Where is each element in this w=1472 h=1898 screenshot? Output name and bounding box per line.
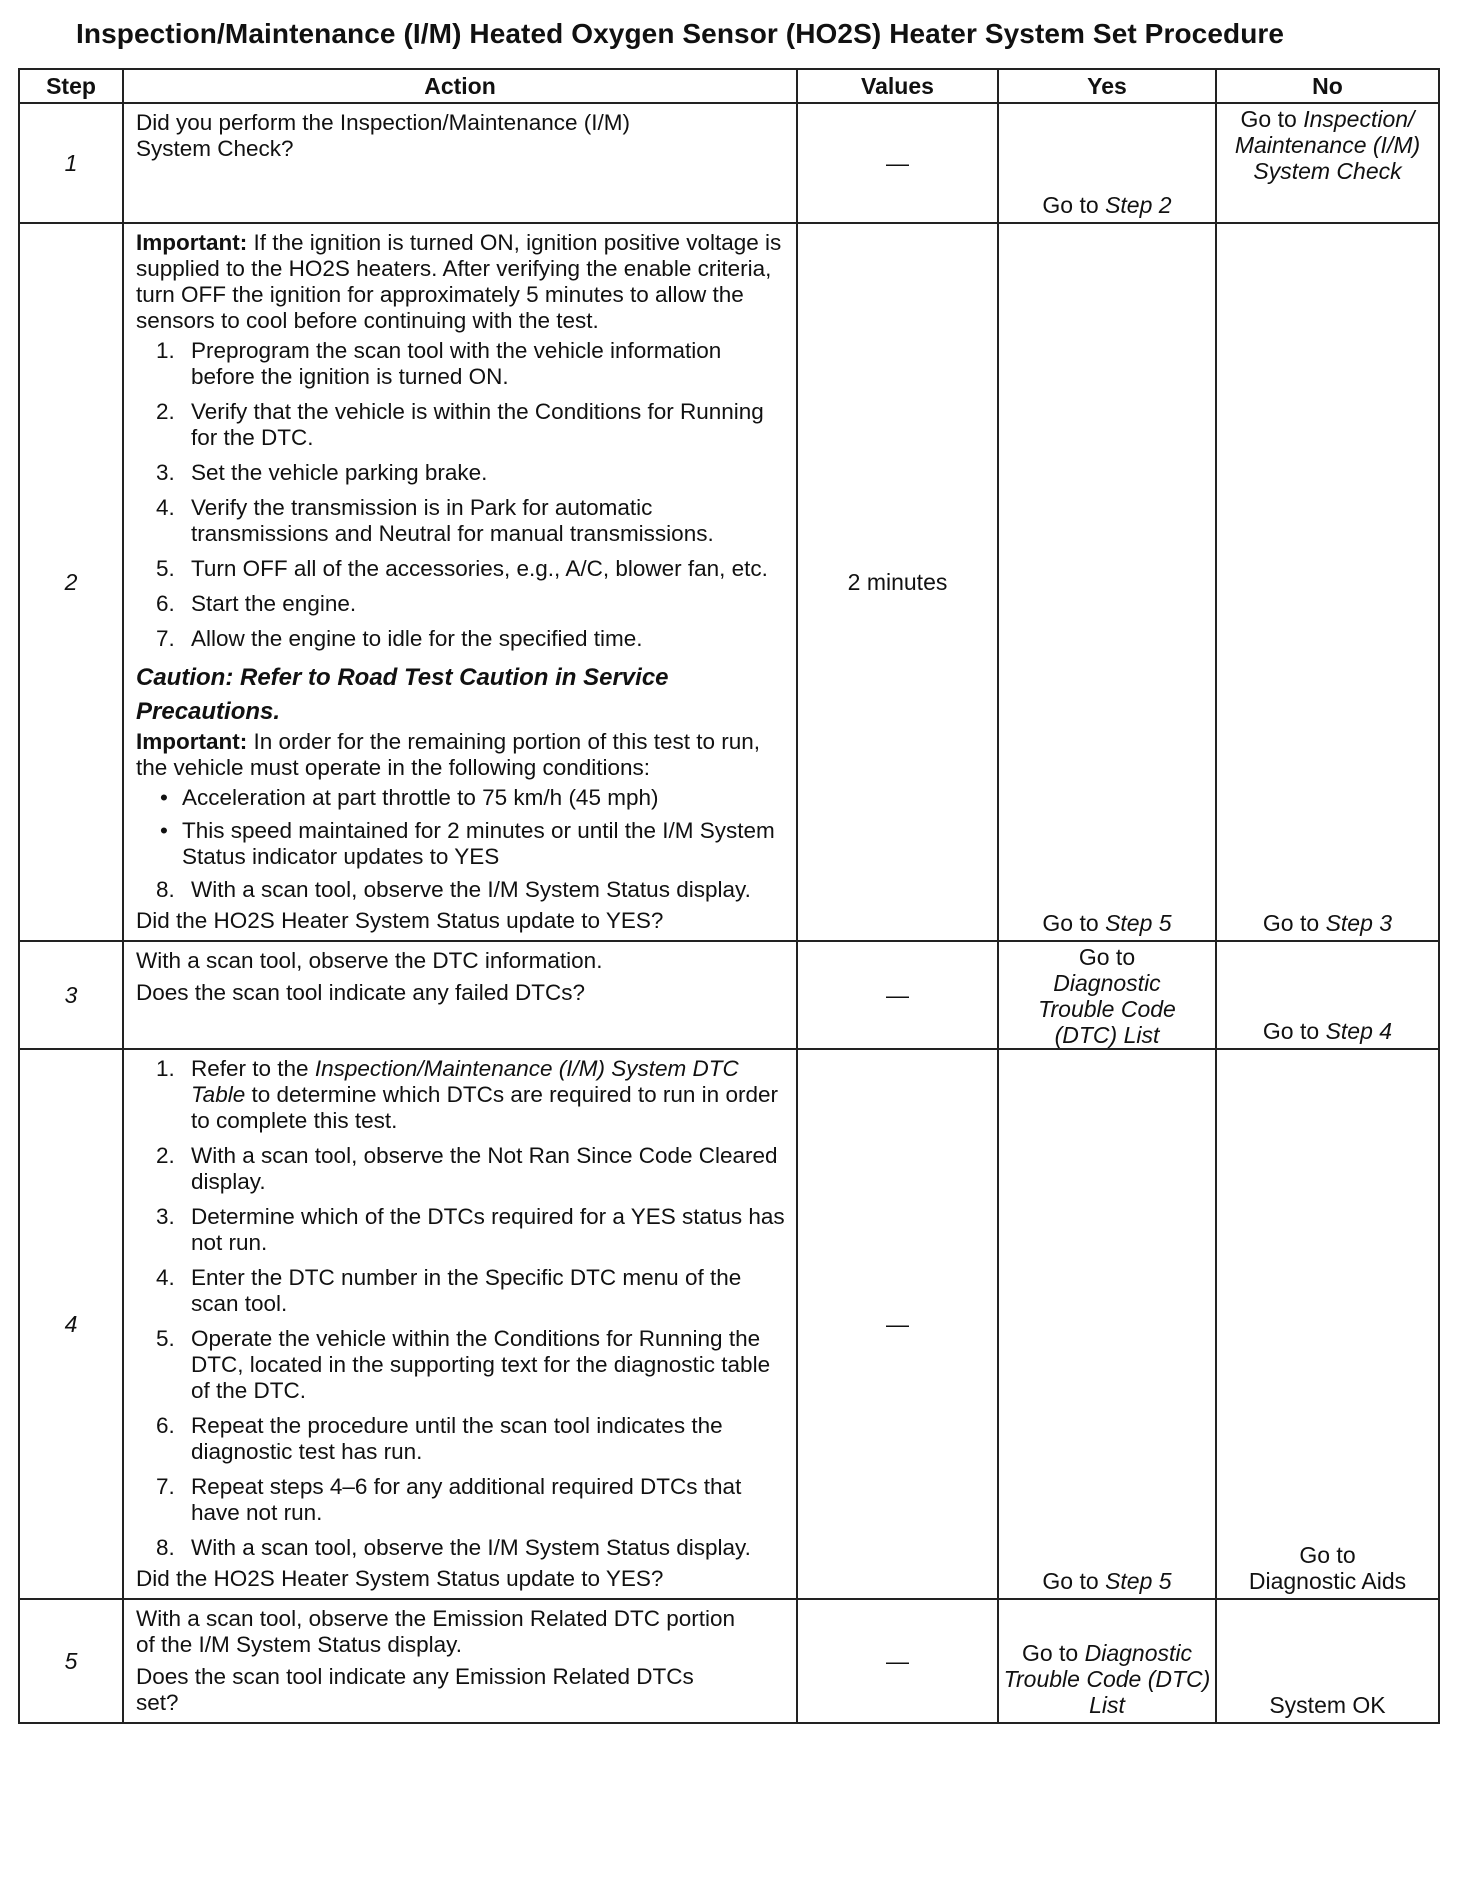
no-prefix: Go to <box>1299 1542 1356 1568</box>
no-cell <box>1216 1599 1439 1723</box>
no-target: Step 4 <box>1325 1018 1393 1044</box>
list-item: 7. Repeat steps 4–6 for any additional required DTCs that have not run. <box>156 1474 742 1525</box>
caution-note: Caution: Refer to Road Test Caution in Service Precautions. <box>136 664 669 725</box>
yes-prefix: Go to <box>1021 1640 1079 1666</box>
no-cell <box>1216 1049 1439 1599</box>
values-cell: — <box>797 1049 998 1599</box>
action-question: Did you perform the Inspection/Maintenance (I/M) System Check? <box>136 110 630 161</box>
header-values: Values <box>797 69 998 103</box>
condition-bullets <box>136 785 786 870</box>
no-cell <box>1216 941 1439 1049</box>
header-action: Action <box>123 69 797 103</box>
list-item: 8. With a scan tool, observe the I/M System Status display. <box>156 1535 751 1560</box>
header-row <box>19 69 1439 103</box>
action-cell <box>123 1599 797 1723</box>
important-note <box>136 230 786 334</box>
procedure-steps <box>136 877 786 903</box>
list-item: 6. Repeat the procedure until the scan tool indicates the diagnostic test has run. <box>156 1413 723 1464</box>
no-cell <box>1216 223 1439 941</box>
action-cell <box>123 223 797 941</box>
list-item: 4. Verify the transmission is in Park for automatic transmissions and Neutral for manual transmissions. <box>156 495 714 546</box>
table-row-step-5 <box>19 1599 1439 1723</box>
table-reference: Inspection/Maintenance (I/M) System DTC Table <box>191 1056 739 1107</box>
no-target: Inspection/ Maintenance (I/M) System Check <box>1234 106 1421 184</box>
yes-cell <box>998 223 1216 941</box>
yes-prefix: Go to <box>1042 1568 1099 1594</box>
table-row-step-4 <box>19 1049 1439 1599</box>
list-item: 1. Refer to the Inspection/Maintenance (I/M) System DTC Table to determine which DTCs are required to run in order to complete this test. <box>156 1056 778 1133</box>
list-item: 7. Allow the engine to idle for the specified time. <box>156 626 643 651</box>
action-question: Does the scan tool indicate any failed DTCs? <box>136 980 585 1005</box>
yes-target: Diagnostic Trouble Code (DTC) List <box>1003 1640 1211 1718</box>
yes-prefix: Go to <box>1042 910 1099 936</box>
bullet-item: • This speed maintained for 2 minutes or until the I/M System Status indicator updates to YES <box>160 818 775 869</box>
yes-target: Step 5 <box>1105 910 1172 936</box>
action-cell <box>123 103 797 223</box>
yes-cell <box>998 103 1216 223</box>
header-yes: Yes <box>998 69 1216 103</box>
yes-cell <box>998 1599 1216 1723</box>
values-cell: — <box>797 103 998 223</box>
list-item: 2. Verify that the vehicle is within the Conditions for Running for the DTC. <box>156 399 764 450</box>
yes-target: Diagnostic Trouble Code (DTC) List <box>1038 970 1176 1048</box>
list-item: 4. Enter the DTC number in the Specific DTC menu of the scan tool. <box>156 1265 742 1316</box>
important-label: Important: <box>136 729 248 754</box>
action-cell <box>123 1049 797 1599</box>
list-item: 3. Determine which of the DTCs required for a YES status has not run. <box>156 1204 785 1255</box>
important-text: If the ignition is turned ON, ignition positive voltage is supplied to the HO2S heaters. After verifying the enable criteria, turn OFF the ignition for approximately 5 minutes to allow the sensors to cool before continuing with the test. <box>136 230 782 333</box>
procedure-steps <box>136 1056 786 1561</box>
list-item: 8. With a scan tool, observe the I/M System Status display. <box>156 877 751 902</box>
yes-target: Step 5 <box>1105 1568 1172 1594</box>
bullet-item: • Acceleration at part throttle to 75 km/h (45 mph) <box>160 785 659 810</box>
action-question: Did the HO2S Heater System Status update to YES? <box>136 908 664 933</box>
step-number: 5 <box>19 1599 123 1723</box>
values-cell: 2 minutes <box>797 223 998 941</box>
step-number: 1 <box>19 103 123 223</box>
yes-prefix: Go to <box>1042 192 1099 218</box>
no-cell <box>1216 103 1439 223</box>
yes-target: Step 2 <box>1105 192 1172 218</box>
procedure-table <box>18 68 1440 1724</box>
no-prefix: Go to <box>1262 910 1320 936</box>
table-row-step-3 <box>19 941 1439 1049</box>
list-item: 3. Set the vehicle parking brake. <box>156 460 488 485</box>
action-line: With a scan tool, observe the Emission Related DTC portion of the I/M System Status display. <box>136 1606 736 1657</box>
table-row-step-2 <box>19 223 1439 941</box>
values-cell: — <box>797 1599 998 1723</box>
header-step: Step <box>19 69 123 103</box>
yes-prefix: Go to <box>1078 944 1136 970</box>
list-item: 5. Operate the vehicle within the Conditions for Running the DTC, located in the supporting text for the diagnostic table of the DTC. <box>156 1326 771 1403</box>
yes-cell <box>998 941 1216 1049</box>
no-target: Diagnostic Aids <box>1248 1568 1407 1594</box>
list-item: 1. Preprogram the scan tool with the vehicle information before the ignition is turned ON. <box>156 338 722 389</box>
important-label: Important: <box>136 230 248 255</box>
no-prefix: Go to <box>1240 106 1297 132</box>
procedure-steps <box>136 338 786 652</box>
important-note-2 <box>136 729 786 781</box>
values-cell: — <box>797 941 998 1049</box>
action-cell <box>123 941 797 1049</box>
action-question: Did the HO2S Heater System Status update to YES? <box>136 1566 664 1591</box>
step-number: 3 <box>19 941 123 1049</box>
step-number: 4 <box>19 1049 123 1599</box>
list-item: 2. With a scan tool, observe the Not Ran Since Code Cleared display. <box>156 1143 778 1194</box>
list-item: 6. Start the engine. <box>156 591 357 616</box>
header-no: No <box>1216 69 1439 103</box>
page-title: Inspection/Maintenance (I/M) Heated Oxygen Sensor (HO2S) Heater System Set Procedure <box>76 18 1285 49</box>
yes-cell <box>998 1049 1216 1599</box>
no-result: System OK <box>1269 1692 1386 1718</box>
table-row-step-1 <box>19 103 1439 223</box>
action-line: With a scan tool, observe the DTC information. <box>136 948 603 973</box>
step-number: 2 <box>19 223 123 941</box>
important-text: In order for the remaining portion of this test to run, the vehicle must operate in the following conditions: <box>136 729 761 780</box>
no-target: Step 3 <box>1325 910 1393 936</box>
no-prefix: Go to <box>1262 1018 1320 1044</box>
action-question: Does the scan tool indicate any Emission Related DTCs set? <box>136 1664 694 1715</box>
list-item: 5. Turn OFF all of the accessories, e.g., A/C, blower fan, etc. <box>156 556 768 581</box>
